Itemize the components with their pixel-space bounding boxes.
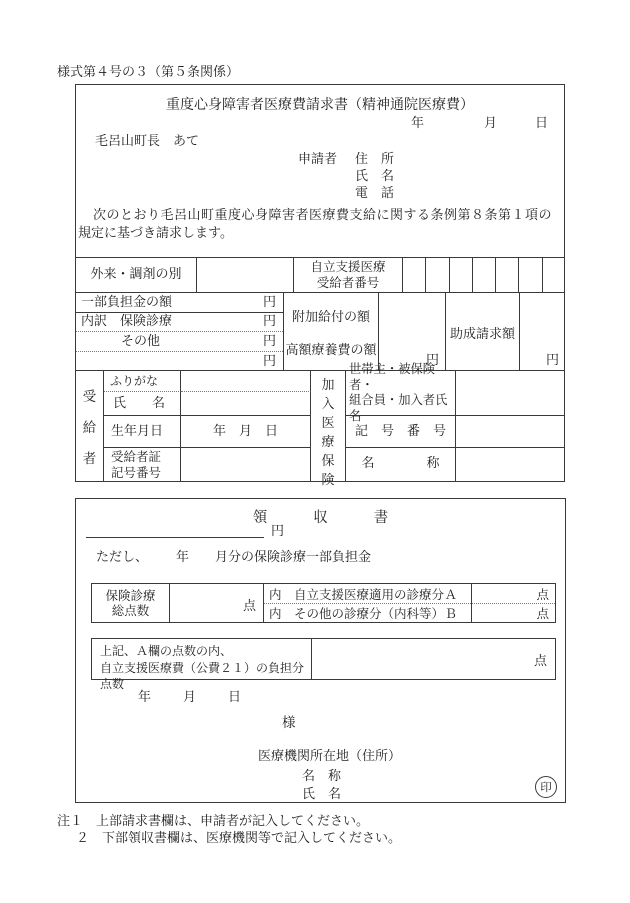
claim-date-month: 月: [484, 116, 498, 131]
category-table: [76, 257, 565, 292]
copay-breakdown-cells: [76, 293, 284, 371]
total-points-fill-cell: [170, 584, 264, 622]
applicant-address-label: 住 所: [355, 152, 395, 167]
recipient-number-digit-cell: [542, 258, 565, 292]
outpatient-type-label: 外来・調剤の別: [90, 267, 182, 282]
insurance-org-fill-cell: [456, 448, 565, 481]
applicant-label: 申請者: [298, 152, 338, 167]
furigana-fill-cell: [181, 371, 311, 392]
ten-unit: 点: [536, 586, 549, 602]
name-fill-cell: [181, 392, 311, 416]
amount-table: [76, 292, 565, 370]
insurance-row: 内訳 保険診療 円: [76, 313, 283, 333]
ten-unit: 点: [536, 605, 549, 621]
yen-unit: 円: [262, 294, 276, 310]
subsidy-amount-cell: [520, 293, 565, 371]
burden-label: 上記、Ａ欄の点数の内、 自立支援医療費（公費２１）の負担分点数: [92, 639, 312, 679]
recipient-number-digit-cell: [402, 258, 425, 292]
footnote-1-text: 上部請求書欄は、申請者が記入してください。: [96, 814, 370, 829]
row-a-points-cell: [472, 584, 555, 603]
name-label: 氏 名: [104, 392, 181, 416]
receipt-title: 領収書: [252, 510, 435, 526]
ten-unit: 点: [242, 599, 256, 614]
yen-unit: 円: [545, 353, 559, 368]
claim-date-year: 年: [411, 116, 425, 131]
insurance-symbol-fill-cell: [456, 416, 565, 448]
provider-name-label: 名 称: [302, 769, 342, 784]
yen-unit: 円: [425, 353, 439, 368]
yen-unit: 円: [271, 524, 285, 539]
recipient-number-digit-cell: [518, 258, 541, 292]
insurance-org-label: 名 称: [346, 448, 456, 481]
furigana-label: ふりがな: [104, 371, 181, 392]
receipt-date-year: 年: [138, 690, 152, 705]
burden-table: [91, 638, 556, 691]
body-line1: 次のとおり毛呂山町重度心身障害者医療費支給に関する条例第８条第１項の: [93, 208, 553, 223]
footnote-2-prefix: ２: [76, 831, 90, 846]
footnote-2: [76, 827, 401, 846]
footnote-2-text: 下部領収書欄は、医療機関等で記入してください。: [102, 831, 402, 846]
yen-unit: 円: [262, 314, 276, 330]
insured-holder-fill-cell: [456, 371, 565, 416]
recipient-table: [76, 362, 565, 488]
applicant-phone-label: 電 話: [355, 186, 395, 201]
subsidy-claim-label: 助成請求額: [446, 293, 520, 371]
form-number: 様式第４号の３（第５条関係）: [57, 65, 240, 80]
points-table: [91, 583, 556, 623]
addressee: 毛呂山町長 あて: [95, 134, 200, 149]
insurance-symbol-label: 記 号 番 号: [346, 416, 456, 448]
claim-title: 重度心身障害者医療費請求書（精神通院医療費）: [166, 97, 474, 113]
burden-points-cell: [312, 639, 555, 679]
receipt-date-day: 日: [228, 690, 242, 705]
recipient-number-digit-cell: [449, 258, 472, 292]
supplement-label: 附加給付の額: [291, 310, 370, 325]
provider-address-label: 医療機関所在地（住所）: [258, 749, 402, 764]
receipt-box: [75, 498, 566, 803]
yen-unit: 円: [262, 353, 276, 369]
recipient-side-label: 受 給 者: [76, 371, 104, 481]
yen-unit: 円: [262, 333, 276, 349]
insurance-side-label: 加 入 医 療 保 険: [311, 371, 346, 481]
ten-unit: 点: [533, 653, 547, 669]
applicant-name-label: 氏 名: [355, 169, 395, 184]
row-a-label: 内 自立支援医療適用の診療分 Ａ: [264, 584, 472, 603]
addressee-honorific: 様: [282, 715, 296, 731]
seal-mark-icon: 印: [535, 776, 557, 798]
recipient-number-label: 自立支援医療 受給者番号: [293, 258, 402, 292]
insured-holder-label: 世帯主・被保険者・ 組合員・加入者氏名: [346, 371, 456, 416]
birthdate-fill-cell: 年 月 日: [181, 416, 311, 448]
blank-amount-row: [76, 352, 283, 372]
body-line2: 規定に基づき請求します。: [78, 226, 233, 241]
proviso-prefix: ただし、: [96, 550, 149, 565]
row-b-label: 内 その他の診療分（内科等） Ｂ: [264, 603, 472, 622]
certificate-number-label: 受給者証 記号番号: [104, 448, 181, 481]
high-cost-label: 高額療養費の額: [285, 343, 377, 358]
claim-box: [75, 84, 565, 488]
receipt-amount-line: [86, 519, 264, 538]
proviso-rest: 月分の保険診療一部負担金: [215, 550, 372, 565]
supplement-amount-cell: [379, 293, 446, 371]
copay-row: 一部負担金の額 円: [76, 293, 283, 313]
provider-person-label: 氏 名: [302, 787, 342, 802]
recipient-number-digit-cell: [495, 258, 518, 292]
row-b-points-cell: [472, 603, 555, 622]
total-points-label: 保険診療 総点数: [92, 584, 170, 622]
recipient-number-digit-cell: [472, 258, 495, 292]
footnote-1-prefix: 注１: [57, 814, 84, 829]
recipient-number-digit-cell: [425, 258, 448, 292]
proviso-year: 年: [176, 550, 190, 565]
other-row: その他 円: [76, 332, 283, 352]
supplement-highcost-labels: [284, 293, 379, 371]
claim-date-day: 日: [535, 116, 549, 131]
receipt-date-month: 月: [183, 690, 197, 705]
birthdate-label: 生年月日: [104, 416, 181, 448]
outpatient-type-fill-cell: [196, 258, 293, 292]
row-b-code: Ｂ: [444, 605, 457, 621]
row-a-code: Ａ: [444, 586, 457, 602]
certificate-number-fill-cell: [181, 448, 311, 481]
